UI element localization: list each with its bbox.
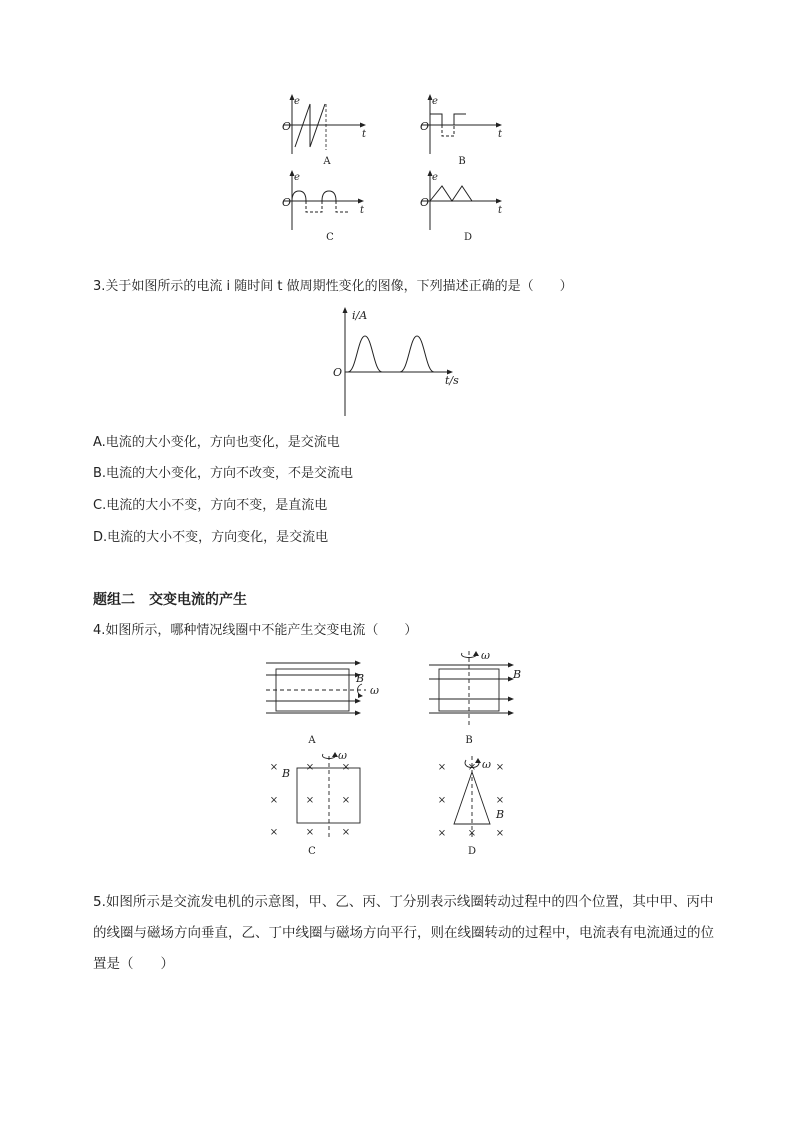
cross-mark: × <box>495 795 505 806</box>
cross-mark: × <box>305 827 315 838</box>
q4-figure-a <box>262 655 392 747</box>
cross-mark: × <box>341 827 351 838</box>
q2-figure-graph-a <box>282 92 372 168</box>
axis-t-label: t <box>362 129 367 140</box>
cross-mark: × <box>437 762 447 773</box>
q3-option-c: C.电流的大小不变，方向不变，是直流电 <box>93 498 328 513</box>
figure-d-label: D <box>467 846 477 857</box>
figure-b-label: B <box>465 735 473 746</box>
cross-mark: × <box>467 828 477 839</box>
axis-e-label: e <box>294 172 300 183</box>
cross-mark: × <box>269 762 279 773</box>
field-b-label: B <box>282 767 291 780</box>
q4-stem: 4.如图所示，哪种情况线圈中不能产生交变电流（ ） <box>93 623 418 638</box>
q2-figure-graph-d <box>420 168 510 244</box>
origin-label: O <box>420 196 430 209</box>
axis-e-label: e <box>294 96 300 107</box>
axis-e-label: e <box>432 96 438 107</box>
q3-current-graph <box>330 302 470 420</box>
cross-mark: × <box>269 795 279 806</box>
cross-mark: × <box>305 762 315 773</box>
graph-b-label: B <box>458 156 466 167</box>
field-b-label: B <box>513 668 522 681</box>
q3-option-d: D.电流的大小不变，方向变化，是交流电 <box>93 530 329 545</box>
cross-mark: × <box>467 762 477 773</box>
axis-t-label: t <box>360 205 365 216</box>
q2-figure-graph-c <box>282 168 372 244</box>
cross-mark: × <box>341 762 351 773</box>
section-heading: 题组二 交变电流的产生 <box>93 592 247 608</box>
q3-option-b: B.电流的大小变化，方向不改变，不是交流电 <box>93 466 354 481</box>
omega-label: ω <box>370 684 379 697</box>
q4-figure-d <box>430 752 520 858</box>
cross-mark: × <box>305 795 315 806</box>
axis-e-label: e <box>432 172 438 183</box>
origin-label: O <box>282 120 292 133</box>
omega-label: ω <box>482 758 491 771</box>
graph-c-label: C <box>326 232 334 243</box>
q3-option-a: A.电流的大小变化，方向也变化，是交流电 <box>93 435 340 450</box>
axis-t-label: t <box>498 205 503 216</box>
origin-label: O <box>333 366 343 379</box>
origin-label: O <box>420 120 430 133</box>
omega-label: ω <box>338 749 347 762</box>
cross-mark: × <box>495 828 505 839</box>
figure-a-label: A <box>308 735 316 746</box>
axis-t-label: t <box>498 129 503 140</box>
q3-stem: 3.关于如图所示的电流 i 随时间 t 做周期性变化的图像，下列描述正确的是（ ） <box>93 279 573 294</box>
cross-mark: × <box>341 795 351 806</box>
cross-mark: × <box>269 827 279 838</box>
field-b-label: B <box>356 672 365 685</box>
figure-c-label: C <box>308 846 316 857</box>
cross-mark: × <box>437 828 447 839</box>
y-axis-label: i/A <box>352 309 368 322</box>
graph-a-label: A <box>323 156 331 167</box>
omega-label: ω <box>481 649 490 662</box>
cross-mark: × <box>437 795 447 806</box>
q4-figure-b <box>425 645 535 747</box>
q4-figure-c <box>262 748 392 858</box>
origin-label: O <box>282 196 292 209</box>
x-axis-label: t/s <box>445 374 459 387</box>
q2-figure-graph-b <box>420 92 510 168</box>
cross-mark: × <box>495 762 505 773</box>
graph-d-label: D <box>463 232 473 243</box>
field-b-label: B <box>496 808 505 821</box>
q5-stem: 5.如图所示是交流发电机的示意图，甲、乙、丙、丁分别表示线圈转动过程中的四个位置，其中甲、丙中的线圈与磁场方向垂直，乙、丁中线圈与磁场方向平行，则在线圈转动的过程中，电流表有电流通过的位置是（ ） <box>93 894 714 972</box>
